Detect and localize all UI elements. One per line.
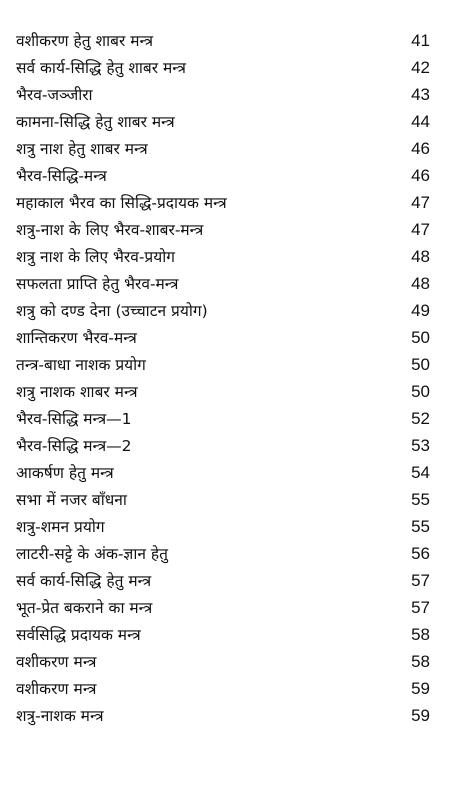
toc-entry-page-number: 58 (411, 652, 430, 671)
toc-entry (0, 405, 460, 432)
toc-entry-title: सभा में नजर बाँधना (16, 491, 127, 509)
toc-entry-title: सर्व कार्य-सिद्धि हेतु मन्त्र (16, 572, 152, 590)
toc-entry-page-number: 50 (411, 355, 430, 374)
toc-entry-title: वशीकरण हेतु शाबर मन्त्र (16, 32, 154, 50)
toc-entry-page-number: 43 (411, 85, 430, 104)
toc-entry-title: सर्वसिद्धि प्रदायक मन्त्र (16, 626, 141, 644)
toc-entry (0, 567, 460, 594)
toc-entry (0, 594, 460, 621)
toc-entry-page-number: 59 (411, 679, 430, 698)
toc-entry (0, 54, 460, 81)
toc-entry-page-number: 55 (411, 490, 430, 509)
toc-entry-page-number: 56 (411, 544, 430, 563)
toc-entry-title: लाटरी-सट्टे के अंक-ज्ञान हेतु (16, 545, 168, 563)
toc-entry-title: महाकाल भैरव का सिद्धि-प्रदायक मन्त्र (16, 194, 227, 212)
toc-entry (0, 189, 460, 216)
toc-entry-page-number: 46 (411, 139, 430, 158)
toc-entry-page-number: 57 (411, 571, 430, 590)
toc-entry (0, 378, 460, 405)
toc-entry-page-number: 59 (411, 706, 430, 725)
toc-entry-title: शान्तिकरण भैरव-मन्त्र (16, 329, 137, 347)
toc-entry (0, 108, 460, 135)
toc-entry (0, 675, 460, 702)
toc-entry-title: भैरव-जञ्जीरा (16, 86, 93, 104)
toc-entry-page-number: 50 (411, 328, 430, 347)
toc-entry-page-number: 48 (411, 274, 430, 293)
toc-entry (0, 297, 460, 324)
toc-entry (0, 351, 460, 378)
toc-entry-page-number: 47 (411, 220, 430, 239)
toc-entry (0, 243, 460, 270)
toc-entry-title: सर्व कार्य-सिद्धि हेतु शाबर मन्त्र (16, 59, 186, 77)
toc-entry-page-number: 41 (411, 31, 430, 50)
toc-entry (0, 81, 460, 108)
toc-entry-title: भैरव-सिद्धि मन्त्र—2 (16, 437, 132, 455)
toc-entry (0, 27, 460, 54)
toc-entry-title: भैरव-सिद्धि-मन्त्र (16, 167, 107, 185)
toc-entry-page-number: 57 (411, 598, 430, 617)
toc-entry (0, 486, 460, 513)
toc-entry-page-number: 48 (411, 247, 430, 266)
toc-entry-title: कामना-सिद्धि हेतु शाबर मन्त्र (16, 113, 175, 131)
toc-entry (0, 621, 460, 648)
toc-entry-title: शत्रु नाश के लिए भैरव-प्रयोग (16, 248, 175, 266)
toc-entry-title: शत्रु-नाशक मन्त्र (16, 707, 104, 725)
toc-entry (0, 648, 460, 675)
toc-entry-title: शत्रु नाशक शाबर मन्त्र (16, 383, 138, 401)
toc-entry-page-number: 42 (411, 58, 430, 77)
toc-entry-title: वशीकरण मन्त्र (16, 653, 97, 671)
toc-entry (0, 513, 460, 540)
toc-entry-title: वशीकरण मन्त्र (16, 680, 97, 698)
toc-entry (0, 459, 460, 486)
toc-entry-title: भूत-प्रेत बकराने का मन्त्र (16, 599, 153, 617)
toc-entry (0, 216, 460, 243)
toc-entry (0, 324, 460, 351)
toc-entry-title: सफलता प्राप्ति हेतु भैरव-मन्त्र (16, 275, 179, 293)
toc-entry-title: शत्रु को दण्ड देना (उच्चाटन प्रयोग) (16, 302, 208, 320)
toc-entry-title: शत्रु-शमन प्रयोग (16, 518, 105, 536)
toc-entry-page-number: 47 (411, 193, 430, 212)
toc-entry (0, 162, 460, 189)
toc-entry-page-number: 49 (411, 301, 430, 320)
toc-entry-title: आकर्षण हेतु मन्त्र (16, 464, 114, 482)
toc-entry-title: शत्रु नाश हेतु शाबर मन्त्र (16, 140, 148, 158)
toc-entry-page-number: 53 (411, 436, 430, 455)
toc-entry-title: भैरव-सिद्धि मन्त्र—1 (16, 410, 132, 428)
toc-entry-title: शत्रु-नाश के लिए भैरव-शाबर-मन्त्र (16, 221, 204, 239)
toc-entry (0, 702, 460, 729)
toc-entry-page-number: 46 (411, 166, 430, 185)
toc-entry (0, 432, 460, 459)
toc-entry (0, 540, 460, 567)
toc-entry-page-number: 52 (411, 409, 430, 428)
toc-entry-page-number: 44 (411, 112, 430, 131)
toc-entry-title: तन्त्र-बाधा नाशक प्रयोग (16, 356, 146, 374)
toc-entry-page-number: 54 (411, 463, 430, 482)
toc-entry-page-number: 55 (411, 517, 430, 536)
toc-entry-page-number: 58 (411, 625, 430, 644)
toc-entry-page-number: 50 (411, 382, 430, 401)
toc-entry (0, 270, 460, 297)
toc-entry (0, 135, 460, 162)
